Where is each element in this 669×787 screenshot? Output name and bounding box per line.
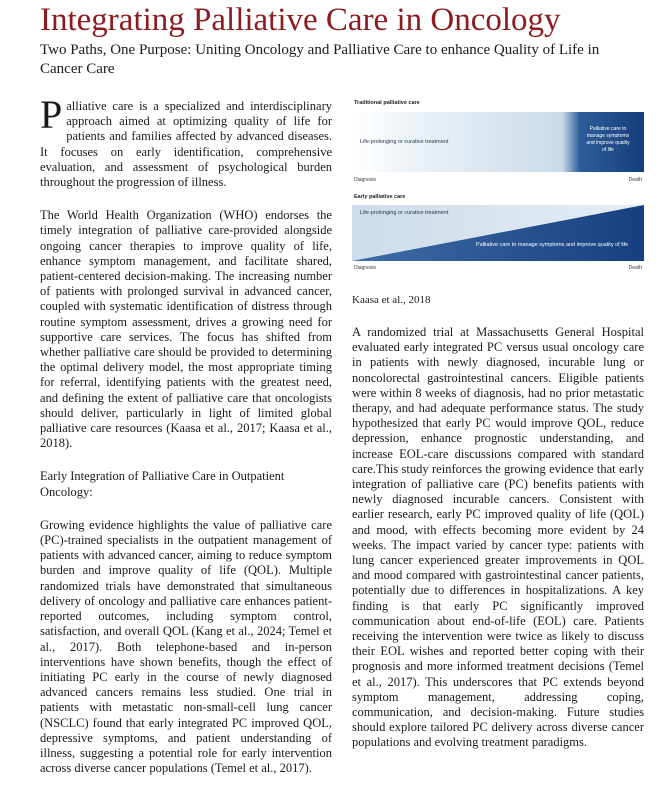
section-heading: Early Integration of Palliative Care in Outpatient Oncology: (40, 469, 285, 499)
traditional-axis-end: Death (628, 177, 642, 183)
trial-paragraph: A randomized trial at Massachusetts General Hospital evaluated early integrated PC versus usual oncology care in patients with newly diagnosed, incurable lung or noncolorectal gastrointestinal cancers. Eligible patients were within 8 weeks of diagnosis, had no prior metastatic therapy, and had adequate performance status. The study hypothesized that early PC would improve QOL, reduce depression, enhance prognostic understanding, and increase EOL-care discussions compared with standard care.This study reinforces the growing evidence that early integration of palliative care (PC) benefits patients with newly diagnosed incurable cancers. Consistent with earlier research, early PC improved quality of life (QOL) and mood, with effects becoming more evident by 24 weeks. The impact varied by cancer type: patients with lung cancer experienced greater improvements in QOL and mood compared with gastrointestinal cancer patients, potentially due to differences in hospitalizations. A key finding is that early PC significantly improved communication about end-of-life (EOL) care. Patients receiving the intervention were twice as likely to discuss their EOL wishes and reported better coping with their prognosis and more informed treatment decisions (Temel et al., 2017). This underscores that PC extends beyond symptom management, addressing coping, communication, and decision-making. Future studies should explore tailored PC delivery across diverse cancer populations and evolving treatment paradigms. (352, 325, 644, 750)
traditional-axis-start: Diagnosis (354, 177, 376, 183)
early-band-text: Life-prolonging or curative treatment (360, 210, 449, 216)
evidence-paragraph: Growing evidence highlights the value of palliative care (PC)-trained specialists in the outpatient management of patients with advanced cancer, aiming to reduce symptom burden and improve quality of life (QOL). Multiple randomized trials have demonstrated that simultaneous delivery of oncology and palliative care enhances patient-reported outcomes, including symptom control, satisfaction, and overall QOL (Kang et al., 2024; Temel et al., 2017). Both telephone-based and in-person interventions have shown benefits, though the effect of initiating PC early in the course of newly diagnosed advanced cancers remains less studied. One trial in patients with metastatic non-small-cell lung cancer (NSCLC) found that early integrated PC improved QOL, depressive symptoms, and patient understanding of illness, suggesting a potential role for early intervention across diverse cancer populations (Temel et al., 2017). (40, 517, 332, 776)
traditional-pc-text: Palliative care to manage symptoms and improve quality of life (586, 126, 630, 153)
traditional-band-text: Life-prolonging or curative treatment (360, 139, 449, 145)
palliative-care-figure (352, 99, 644, 283)
early-axis-end: Death (628, 265, 642, 271)
page-subtitle: Two Paths, One Purpose: Uniting Oncology and Palliative Care to enhance Quality of Life in Cancer Care (40, 42, 600, 77)
early-label: Early palliative care (354, 194, 406, 200)
early-pc-text: Palliative care to manage symptoms and improve quality of life (476, 242, 629, 248)
early-axis-start: Diagnosis (354, 265, 376, 271)
figure-caption: Kaasa et al., 2018 (352, 294, 431, 306)
right-column (352, 99, 644, 751)
who-paragraph: The World Health Organization (WHO) endorses the timely integration of palliative care-provided alongside ongoing cancer therapies to improve quality of life, enhance symptom management, and facilitate shared, patient-centered decision-making. The increasing number of patients with prolonged survival in advanced cancer, coupled with systematic identification of distress through routine symptom assessment, drives a growing need for supportive care services. The focus has shifted from whether palliative care should be provided to determining the optimal delivery model, the most appropriate timing for referral, identifying patients with the greatest need, and defining the extent of palliative care that oncologists should deliver, particularly in light of limited global palliative care resources (Kaasa et al., 2017; Kaasa et al., 2018). (40, 208, 332, 451)
intro-paragraph (40, 92, 332, 190)
drop-cap: P (40, 92, 63, 137)
intro-paragraph-text: alliative care is a specialized and interdisciplinary approach aimed at optimizing quality of life for patients and families affected by advanced diseases. It focuses on early identification, comprehensive evaluation, and assessment of psychological burden throughout the progression of illness. (40, 99, 332, 190)
traditional-label: Traditional palliative care (354, 100, 420, 106)
left-column (40, 92, 332, 776)
page-title: Integrating Palliative Care in Oncology (40, 2, 561, 38)
